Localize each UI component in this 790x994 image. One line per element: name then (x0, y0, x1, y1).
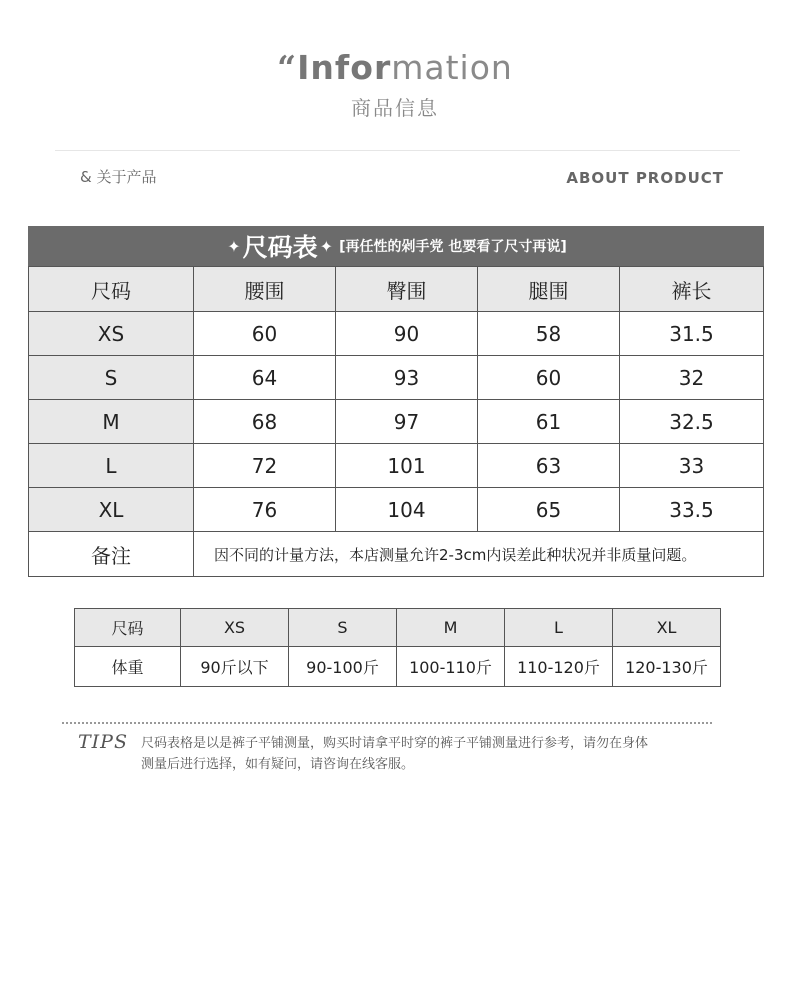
value-cell: 72 (194, 444, 336, 488)
value-cell: 65 (478, 488, 620, 532)
size-cell: XS (29, 312, 194, 356)
size-table-header-row (29, 267, 764, 312)
header-cell: S (289, 609, 397, 647)
table-row (29, 356, 764, 400)
weight-table (74, 608, 721, 687)
header-cell: XS (181, 609, 289, 647)
size-cell: XL (29, 488, 194, 532)
tips-label: TIPS (78, 731, 128, 753)
weight-label-cell: 体重 (75, 647, 181, 687)
size-cell: S (29, 356, 194, 400)
tips-divider (62, 722, 712, 724)
header-cell: 臀围 (336, 267, 478, 312)
value-cell: 58 (478, 312, 620, 356)
tips-text (141, 733, 721, 775)
header-cell: XL (613, 609, 721, 647)
header-cell: 裤长 (620, 267, 764, 312)
size-chart-banner (28, 226, 764, 266)
quote-mark: “ (277, 48, 298, 87)
title-light-part: mation (391, 48, 513, 87)
note-row (29, 532, 764, 577)
about-label-cn: & 关于产品 (80, 168, 157, 186)
value-cell: 90斤以下 (181, 647, 289, 687)
note-label: 备注 (29, 532, 194, 577)
sparkle-left-icon: ✦ (227, 236, 241, 256)
title-bold-part: Infor (297, 48, 392, 87)
table-row (75, 647, 721, 687)
header-subtitle: 商品信息 (351, 96, 439, 120)
table-row (29, 444, 764, 488)
about-label-en: ABOUT PRODUCT (566, 169, 724, 187)
size-cell: L (29, 444, 194, 488)
value-cell: 32.5 (620, 400, 764, 444)
value-cell: 120-130斤 (613, 647, 721, 687)
value-cell: 60 (478, 356, 620, 400)
value-cell: 64 (194, 356, 336, 400)
value-cell: 97 (336, 400, 478, 444)
table-row (29, 312, 764, 356)
table-row (29, 488, 764, 532)
header-title (0, 48, 790, 87)
header-cell: 尺码 (29, 267, 194, 312)
header-cell: 腰围 (194, 267, 336, 312)
sparkle-right-icon: ✦ (319, 236, 334, 256)
tips-line: 尺码表格是以是裤子平铺测量，购买时请拿平时穿的裤子平铺测量进行参考，请勿在身体 (141, 736, 649, 751)
value-cell: 90 (336, 312, 478, 356)
value-cell: 93 (336, 356, 478, 400)
banner-subtitle: [再任性的剁手党 也要看了尺寸再说] (339, 239, 567, 255)
value-cell: 32 (620, 356, 764, 400)
value-cell: 61 (478, 400, 620, 444)
header-cell: M (397, 609, 505, 647)
table-row (29, 400, 764, 444)
size-cell: M (29, 400, 194, 444)
value-cell: 31.5 (620, 312, 764, 356)
header-cell: 尺码 (75, 609, 181, 647)
header-cell: L (505, 609, 613, 647)
value-cell: 63 (478, 444, 620, 488)
value-cell: 76 (194, 488, 336, 532)
value-cell: 104 (336, 488, 478, 532)
weight-table-header-row (75, 609, 721, 647)
value-cell: 33 (620, 444, 764, 488)
note-text: 因不同的计量方法，本店测量允许2-3cm内误差此种状况并非质量问题。 (194, 532, 764, 577)
value-cell: 100-110斤 (397, 647, 505, 687)
header-divider (55, 150, 740, 151)
value-cell: 68 (194, 400, 336, 444)
value-cell: 60 (194, 312, 336, 356)
value-cell: 90-100斤 (289, 647, 397, 687)
value-cell: 101 (336, 444, 478, 488)
size-table (28, 266, 764, 577)
header-cell: 腿围 (478, 267, 620, 312)
value-cell: 33.5 (620, 488, 764, 532)
tips-line: 测量后进行选择，如有疑问，请咨询在线客服。 (141, 757, 415, 772)
banner-title: 尺码表 (242, 233, 318, 262)
value-cell: 110-120斤 (505, 647, 613, 687)
